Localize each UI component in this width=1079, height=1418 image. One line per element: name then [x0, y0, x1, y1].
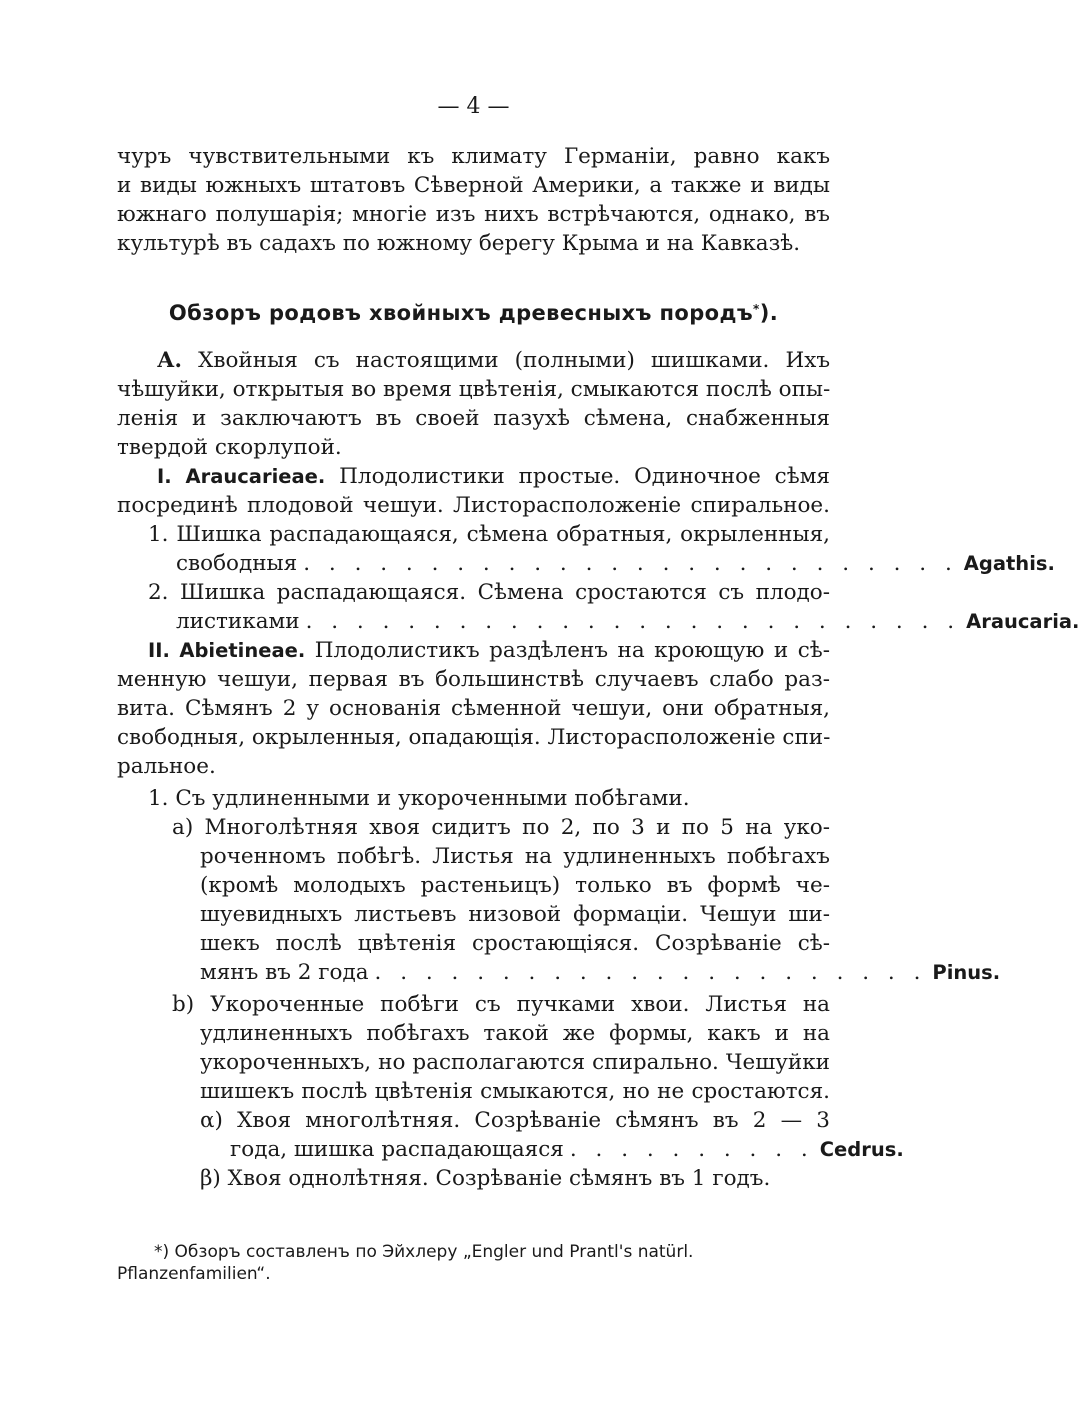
text-line: укороченныхъ, но располагаются спирально. Чешуйки	[200, 1050, 830, 1075]
text-line: чуръ чувствительными къ климату Германіи, равно какъ	[117, 144, 830, 169]
text-line: чѣшуйки, открытыя во время цвѣтенія, смыкаются послѣ опы-	[117, 377, 831, 402]
leader-dots: . . . . . . . . . .	[569, 1137, 814, 1162]
footnote-mark: *	[753, 302, 760, 316]
text-line: шишекъ послѣ цвѣтенія смыкаются, но не сростаются.	[200, 1079, 830, 1104]
heading-text: Обзоръ родовъ хвойныхъ древесныхъ породъ	[168, 301, 754, 325]
text-line: свободныя, окрыленныя, опадающія. Листорасположеніе спи-	[117, 725, 831, 750]
text-line: β) Хвоя однолѣтняя. Созрѣваніе сѣмянъ въ 1 годъ.	[200, 1166, 771, 1191]
text-line: I. Araucarieae. Плодолистики простые. Одиночное сѣмя	[157, 464, 830, 489]
text-line: b) Укороченные побѣги съ пучками хвои. Листья на	[172, 992, 830, 1017]
text-line: и виды южныхъ штатовъ Сѣверной Америки, а также и виды	[117, 173, 830, 198]
text-line: культурѣ въ садахъ по южному берегу Крыма и на Кавказѣ.	[117, 231, 801, 256]
list-item: 1. Шишка распадающаяся, сѣмена обратныя, окрыленныя,	[148, 522, 830, 547]
genus-name: Pinus.	[932, 961, 1001, 984]
heading-close: ).	[759, 301, 779, 325]
text-line: (кромѣ молодыхъ растеньицъ) только въ формѣ че-	[200, 873, 830, 898]
subgroup-heading: 1. Съ удлиненными и укороченными побѣгами.	[148, 786, 690, 811]
genus-name: Araucaria.	[966, 610, 1079, 633]
leader-dots: . . . . . . . . . . . . . . . . . . . . . .	[374, 960, 927, 985]
text-line: ленія и заключаютъ въ своей пазухѣ сѣмена, снабженныя	[117, 406, 830, 431]
genus-name: Cedrus.	[819, 1138, 904, 1161]
text-line: менную чешуи, первая въ большинствѣ случаевъ слабо раз-	[117, 667, 830, 692]
section-heading	[117, 298, 830, 328]
section-a-label: А.	[157, 348, 182, 373]
text-line: посрединѣ плодовой чешуи. Листорасположеніе спиральное.	[117, 493, 830, 518]
key-entry-cedrus: года, шишка распадающаяся . . . . . . . . . . Cedrus.	[230, 1135, 830, 1165]
key-entry-araucaria: листиками . . . . . . . . . . . . . . . . . . . . . . . . . . Araucaria.	[176, 607, 830, 637]
text-line: южнаго полушарія; многіе изъ нихъ встрѣчаются, однако, въ	[117, 202, 830, 227]
key-entry-pinus: мянъ въ 2 года . . . . . . . . . . . . . . . . . . . . . . Pinus.	[200, 958, 830, 988]
text-line: роченномъ побѣгѣ. Листья на удлиненныхъ побѣгахъ	[200, 844, 830, 869]
group-2-label: II. Abietineae.	[148, 639, 306, 662]
list-item: 2. Шишка распадающаяся. Сѣмена сростаются съ плодо-	[148, 580, 830, 605]
text-line: ральное.	[117, 754, 216, 779]
leader-dots: . . . . . . . . . . . . . . . . . . . . . . . . . .	[305, 609, 961, 634]
genus-name: Agathis.	[963, 552, 1055, 575]
text-line: твердой скорлупой.	[117, 435, 342, 460]
text-line: a) Многолѣтняя хвоя сидитъ по 2, по 3 и по 5 на уко-	[172, 815, 830, 840]
text-line: α) Хвоя многолѣтняя. Созрѣваніе сѣмянъ въ 2 — 3	[200, 1108, 830, 1133]
page-number: — 4 —	[437, 94, 510, 119]
group-1-label: I. Araucarieae.	[157, 465, 326, 488]
text-line: удлиненныхъ побѣгахъ такой же формы, какъ и на	[200, 1021, 830, 1046]
text-line: шуевидныхъ листьевъ низовой формаціи. Чешуи ши-	[200, 902, 830, 927]
footnote-line: *) Обзоръ составленъ по Эйхлеру „Engler und Prantl's natürl.	[154, 1242, 694, 1262]
key-entry-agathis: свободныя . . . . . . . . . . . . . . . . . . . . . . . . . . Agathis.	[176, 549, 830, 579]
text-line: вита. Сѣмянъ 2 у основанія сѣменной чешуи, они обратныя,	[117, 696, 830, 721]
text-line: II. Abietineae. Плодолистикъ раздѣленъ на кроющую и сѣ-	[148, 638, 830, 663]
leader-dots: . . . . . . . . . . . . . . . . . . . . . . . . . .	[303, 551, 958, 576]
text-line: шекъ послѣ цвѣтенія сростающіяся. Созрѣваніе сѣ-	[200, 931, 830, 956]
footnote-line: Pflanzenfamilien“.	[117, 1264, 271, 1284]
text-line: А. Хвойныя съ настоящими (полными) шишками. Ихъ	[157, 348, 830, 373]
